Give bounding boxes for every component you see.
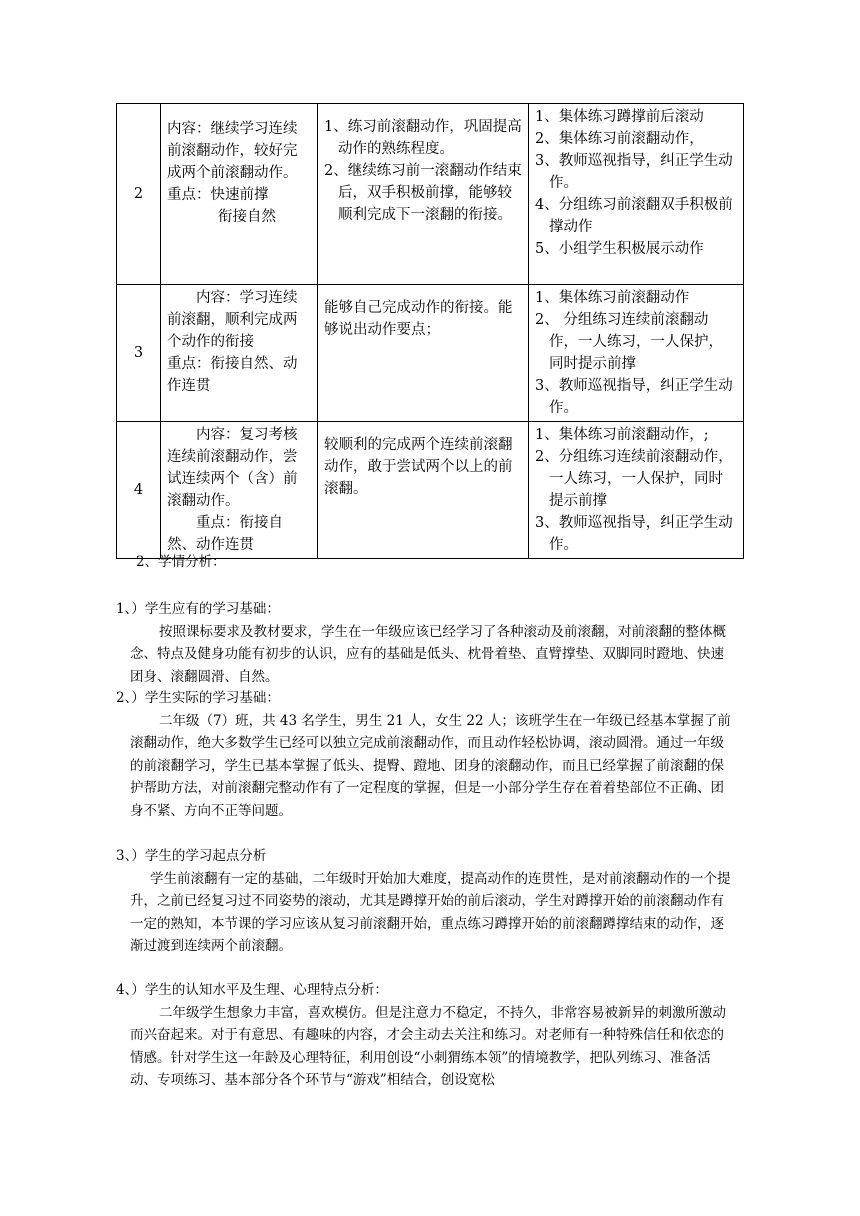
lesson-number: 2 <box>117 104 161 285</box>
section-title: 1、）学生应有的学习基础： <box>116 601 280 617</box>
section-title: 4、）学生的认知水平及生理、心理特点分析： <box>116 982 388 998</box>
methods-cell: 1、集体练习前滚翻动作 2、 分组练习连续前滚翻动作，一人练习，一人保护，同时提示前撑 3、教师巡视指导，纠正学生动作。 <box>529 285 744 422</box>
goals-cell: 能够自己完成动作的衔接。能够说出动作要点； <box>318 285 529 422</box>
section-title: 2、）学生实际的学习基础： <box>116 690 280 706</box>
section-cognitive-level <box>116 979 736 1092</box>
lesson-plan-table <box>116 103 744 559</box>
analysis-heading: 2、学情分析： <box>136 554 226 570</box>
content-cell: 内容：学习连续前滚翻，顺利完成两个动作的衔接 重点：衔接自然、动作连贯 <box>161 285 318 422</box>
content-cell: 内容：继续学习连续前滚翻动作，较好完成两个前滚翻动作。 重点：快速前撑 衔接自然 <box>161 104 318 285</box>
section-learning-basis <box>116 598 736 688</box>
content-cell: 内容：复习考核连续前滚翻动作，尝试连续两个（含）前滚翻动作。 重点：衔接自然、动作连贯 <box>161 422 318 559</box>
methods-cell: 1、集体练习前滚翻动作，; 2、分组练习连续前滚翻动作，一人练习，一人保护，同时提示前撑 3、教师巡视指导，纠正学生动作。 <box>529 422 744 559</box>
section-body: 按照课标要求及教材要求，学生在一年级应该已经学习了各种滚动及前滚翻，对前滚翻的整体概念、特点及健身功能有初步的认识，应有的基础是低头、枕骨着垫、直臂撑垫、双脚同时蹬地、快速团身、滚翻圆滑、自然。 <box>130 623 726 685</box>
section-body: 二年级（7）班，共 43 名学生，男生 21 人，女生 22 人；该班学生在一年级已经基本掌握了前滚翻动作，绝大多数学生已经可以独立完成前滚翻动作，而且动作轻松协调，滚动圆滑。通过一年级的前滚翻学习，学生已基本掌握了低头、提臀、蹬地、团身的滚翻动作，而且已经掌握了前滚翻的保护帮助方法，对前滚翻完整动作有了一定程度的掌握，但是一小部分学生存在着着垫部位不正确、团身不紧、方向不正等问题。 <box>130 712 731 819</box>
lesson-number: 4 <box>117 422 161 559</box>
table-row <box>117 422 744 559</box>
section-body: 学生前滚翻有一定的基础，二年级时开始加大难度，提高动作的连贯性，是对前滚翻动作的一个提升，之前已经复习过不同姿势的滚动，尤其是蹲撑开始的前后滚动，学生对蹲撑开始的前滚翻动作有一定的熟知，本节课的学习应该从复习前滚翻开始，重点练习蹲撑开始的前滚翻蹲撑结束的动作，逐渐过渡到连续两个前滚翻。 <box>130 870 731 954</box>
goals-cell: 1、练习前滚翻动作，巩固提高动作的熟练程度。 2、继续练习前一滚翻动作结束后，双手积极前撑，能够较顺利完成下一滚翻的衔接。 <box>318 104 529 285</box>
table-row <box>117 285 744 422</box>
section-title: 3、）学生的学习起点分析 <box>116 848 267 864</box>
section-actual-basis <box>116 687 736 822</box>
lesson-number: 3 <box>117 285 161 422</box>
section-starting-point <box>116 845 736 958</box>
section-body: 二年级学生想象力丰富，喜欢模仿。但是注意力不稳定，不持久，非常容易被新异的刺激所激动而兴奋起来。对于有意思、有趣味的内容，才会主动去关注和练习。对老师有一种特殊信任和依恋的情感。针对学生这一年龄及心理特征，利用创设“小刺猬练本领”的情境教学，把队列练习、准备活动、专项练习、基本部分各个环节与“游戏”相结合，创设宽松 <box>130 1004 726 1088</box>
goals-cell: 较顺利的完成两个连续前滚翻动作，敢于尝试两个以上的前滚翻。 <box>318 422 529 559</box>
table-row <box>117 104 744 285</box>
methods-cell: 1、集体练习蹲撑前后滚动 2、集体练习前滚翻动作， 3、教师巡视指导，纠正学生动作。 4、分组练习前滚翻双手积极前撑动作 5、小组学生积极展示动作 <box>529 104 744 285</box>
